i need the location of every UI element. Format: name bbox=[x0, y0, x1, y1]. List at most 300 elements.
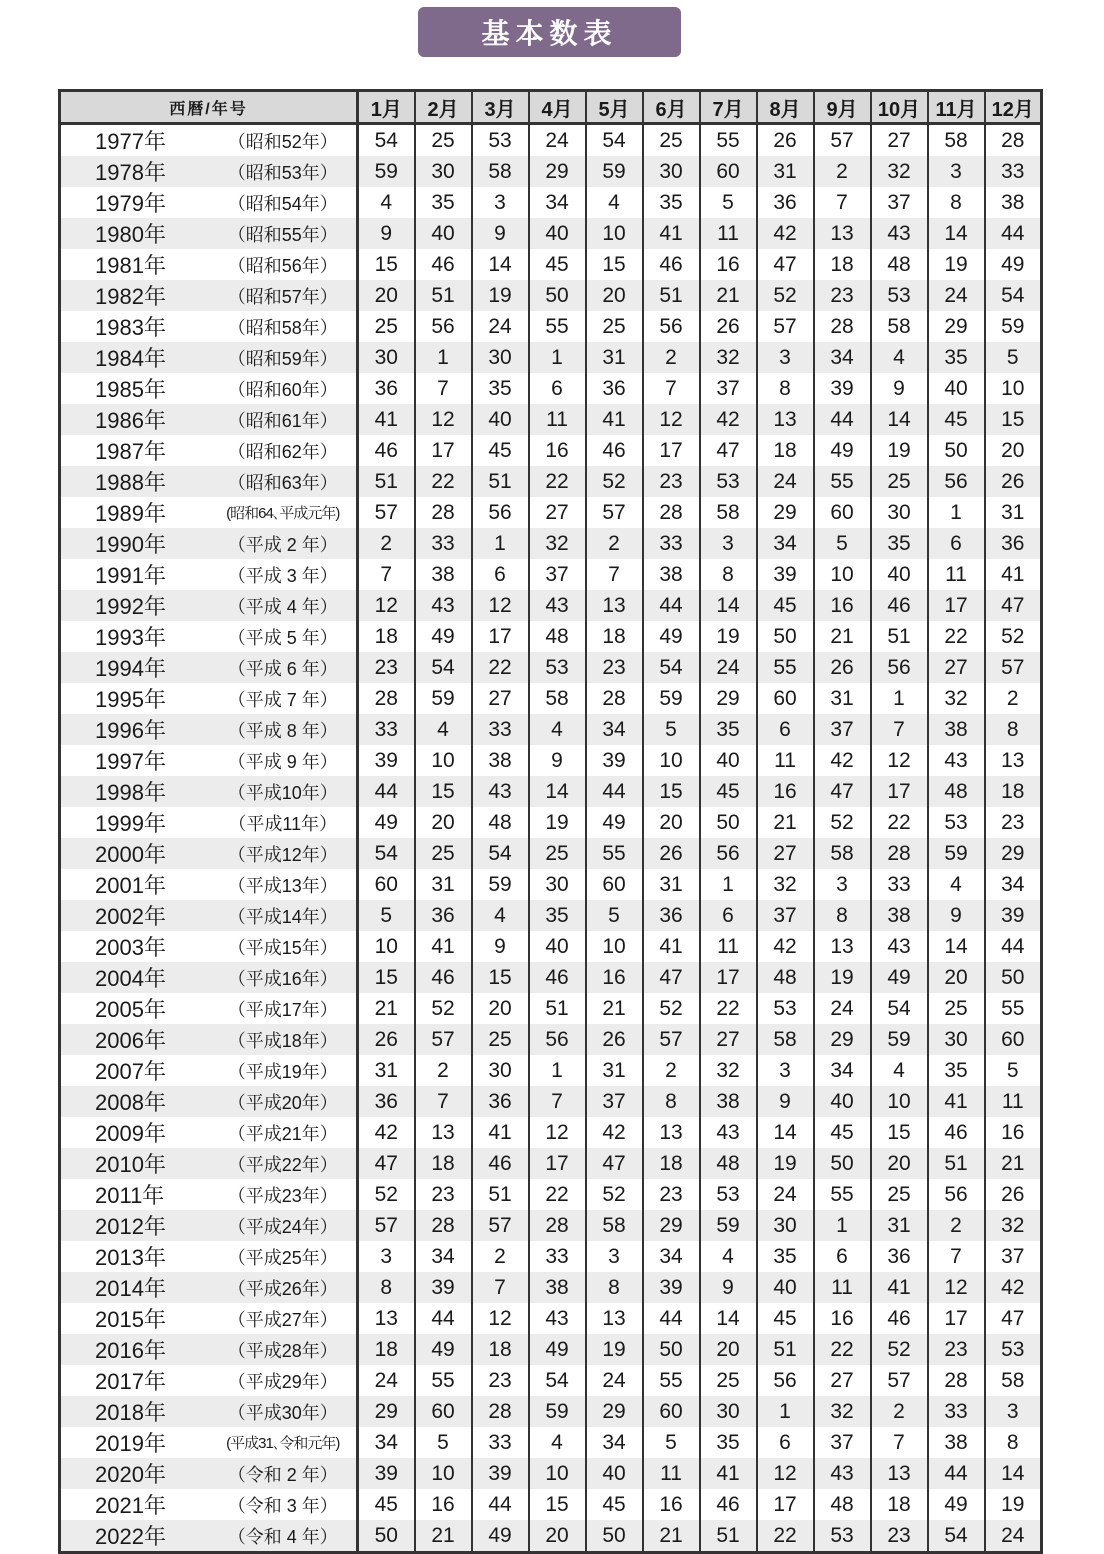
era-cell: （平成26年） bbox=[210, 1272, 358, 1303]
value-cell: 20 bbox=[985, 435, 1042, 466]
table-row bbox=[60, 1427, 1042, 1458]
value-cell: 51 bbox=[529, 993, 586, 1024]
value-cell: 31 bbox=[757, 156, 814, 187]
value-cell: 37 bbox=[757, 900, 814, 931]
value-cell: 16 bbox=[586, 962, 643, 993]
value-cell: 40 bbox=[871, 559, 928, 590]
value-cell: 44 bbox=[814, 404, 871, 435]
value-cell: 52 bbox=[814, 807, 871, 838]
value-cell: 55 bbox=[415, 1365, 472, 1396]
value-cell: 35 bbox=[643, 187, 700, 218]
table-row bbox=[60, 124, 1042, 157]
table-row bbox=[60, 931, 1042, 962]
month-header: 5月 bbox=[586, 91, 643, 124]
value-cell: 53 bbox=[814, 1520, 871, 1553]
value-cell: 39 bbox=[757, 559, 814, 590]
value-cell: 40 bbox=[529, 931, 586, 962]
value-cell: 33 bbox=[643, 528, 700, 559]
value-cell: 5 bbox=[985, 1055, 1042, 1086]
table-row bbox=[60, 342, 1042, 373]
era-cell: （平成 3 年） bbox=[210, 559, 358, 590]
year-cell: 1978年 bbox=[60, 156, 210, 187]
value-cell: 15 bbox=[529, 1489, 586, 1520]
value-cell: 44 bbox=[358, 776, 415, 807]
value-cell: 13 bbox=[871, 1458, 928, 1489]
table-row bbox=[60, 1272, 1042, 1303]
year-cell: 2013年 bbox=[60, 1241, 210, 1272]
value-cell: 10 bbox=[529, 1458, 586, 1489]
value-cell: 55 bbox=[985, 993, 1042, 1024]
value-cell: 41 bbox=[472, 1117, 529, 1148]
value-cell: 6 bbox=[472, 559, 529, 590]
value-cell: 52 bbox=[586, 1179, 643, 1210]
value-cell: 46 bbox=[871, 590, 928, 621]
table-row bbox=[60, 1024, 1042, 1055]
value-cell: 3 bbox=[700, 528, 757, 559]
value-cell: 16 bbox=[814, 590, 871, 621]
value-cell: 33 bbox=[985, 156, 1042, 187]
year-cell: 2015年 bbox=[60, 1303, 210, 1334]
value-cell: 54 bbox=[928, 1520, 985, 1553]
year-cell: 2018年 bbox=[60, 1396, 210, 1427]
value-cell: 49 bbox=[358, 807, 415, 838]
value-cell: 41 bbox=[700, 1458, 757, 1489]
value-cell: 51 bbox=[700, 1520, 757, 1553]
value-cell: 24 bbox=[472, 311, 529, 342]
table-row bbox=[60, 1117, 1042, 1148]
table-row bbox=[60, 156, 1042, 187]
value-cell: 51 bbox=[358, 466, 415, 497]
era-cell: （平成23年） bbox=[210, 1179, 358, 1210]
value-cell: 5 bbox=[643, 1427, 700, 1458]
value-cell: 16 bbox=[700, 249, 757, 280]
value-cell: 29 bbox=[928, 311, 985, 342]
value-cell: 46 bbox=[529, 962, 586, 993]
value-cell: 44 bbox=[985, 218, 1042, 249]
value-cell: 11 bbox=[700, 931, 757, 962]
value-cell: 21 bbox=[757, 807, 814, 838]
value-cell: 50 bbox=[928, 435, 985, 466]
year-cell: 1990年 bbox=[60, 528, 210, 559]
value-cell: 2 bbox=[472, 1241, 529, 1272]
value-cell: 44 bbox=[472, 1489, 529, 1520]
year-cell: 2014年 bbox=[60, 1272, 210, 1303]
value-cell: 31 bbox=[586, 342, 643, 373]
value-cell: 14 bbox=[985, 1458, 1042, 1489]
value-cell: 56 bbox=[700, 838, 757, 869]
era-cell: （昭和54年） bbox=[210, 187, 358, 218]
value-cell: 32 bbox=[757, 869, 814, 900]
value-cell: 45 bbox=[757, 1303, 814, 1334]
value-cell: 17 bbox=[928, 590, 985, 621]
value-cell: 41 bbox=[415, 931, 472, 962]
value-cell: 50 bbox=[529, 280, 586, 311]
value-cell: 4 bbox=[529, 714, 586, 745]
month-header: 9月 bbox=[814, 91, 871, 124]
value-cell: 58 bbox=[586, 1210, 643, 1241]
year-cell: 2017年 bbox=[60, 1365, 210, 1396]
year-cell: 2016年 bbox=[60, 1334, 210, 1365]
value-cell: 57 bbox=[586, 497, 643, 528]
era-cell: （昭和60年） bbox=[210, 373, 358, 404]
value-cell: 15 bbox=[586, 249, 643, 280]
value-cell: 39 bbox=[643, 1272, 700, 1303]
value-cell: 10 bbox=[586, 931, 643, 962]
value-cell: 45 bbox=[814, 1117, 871, 1148]
value-cell: 34 bbox=[814, 1055, 871, 1086]
value-cell: 39 bbox=[586, 745, 643, 776]
era-cell: （平成19年） bbox=[210, 1055, 358, 1086]
year-era-header: 西暦/年号 bbox=[60, 91, 358, 124]
value-cell: 30 bbox=[415, 156, 472, 187]
value-cell: 39 bbox=[358, 1458, 415, 1489]
value-cell: 54 bbox=[871, 993, 928, 1024]
value-cell: 21 bbox=[985, 1148, 1042, 1179]
value-cell: 28 bbox=[985, 124, 1042, 157]
value-cell: 49 bbox=[985, 249, 1042, 280]
value-cell: 41 bbox=[586, 404, 643, 435]
era-cell: （平成 8 年） bbox=[210, 714, 358, 745]
value-cell: 29 bbox=[700, 683, 757, 714]
value-cell: 26 bbox=[757, 124, 814, 157]
value-cell: 44 bbox=[643, 1303, 700, 1334]
value-cell: 38 bbox=[415, 559, 472, 590]
value-cell: 49 bbox=[415, 1334, 472, 1365]
value-cell: 7 bbox=[415, 373, 472, 404]
value-cell: 59 bbox=[985, 311, 1042, 342]
value-cell: 60 bbox=[757, 683, 814, 714]
table-row bbox=[60, 373, 1042, 404]
year-cell: 1979年 bbox=[60, 187, 210, 218]
table-row bbox=[60, 1365, 1042, 1396]
value-cell: 56 bbox=[643, 311, 700, 342]
year-cell: 1995年 bbox=[60, 683, 210, 714]
value-cell: 6 bbox=[700, 900, 757, 931]
value-cell: 60 bbox=[358, 869, 415, 900]
value-cell: 4 bbox=[700, 1241, 757, 1272]
value-cell: 46 bbox=[700, 1489, 757, 1520]
value-cell: 54 bbox=[358, 838, 415, 869]
value-cell: 13 bbox=[814, 218, 871, 249]
value-cell: 8 bbox=[985, 1427, 1042, 1458]
table-row bbox=[60, 404, 1042, 435]
era-cell: （昭和62年） bbox=[210, 435, 358, 466]
value-cell: 38 bbox=[928, 1427, 985, 1458]
value-cell: 23 bbox=[643, 466, 700, 497]
value-cell: 15 bbox=[415, 776, 472, 807]
value-cell: 9 bbox=[529, 745, 586, 776]
value-cell: 28 bbox=[358, 683, 415, 714]
value-cell: 29 bbox=[643, 1210, 700, 1241]
value-cell: 51 bbox=[415, 280, 472, 311]
value-cell: 23 bbox=[415, 1179, 472, 1210]
value-cell: 23 bbox=[586, 652, 643, 683]
value-cell: 50 bbox=[814, 1148, 871, 1179]
value-cell: 33 bbox=[928, 1396, 985, 1427]
table-row bbox=[60, 280, 1042, 311]
value-cell: 25 bbox=[700, 1365, 757, 1396]
year-cell: 1980年 bbox=[60, 218, 210, 249]
value-cell: 52 bbox=[643, 993, 700, 1024]
value-cell: 49 bbox=[529, 1334, 586, 1365]
value-cell: 41 bbox=[643, 218, 700, 249]
value-cell: 21 bbox=[814, 621, 871, 652]
value-cell: 54 bbox=[415, 652, 472, 683]
era-cell: （平成11年） bbox=[210, 807, 358, 838]
value-cell: 40 bbox=[814, 1086, 871, 1117]
value-cell: 9 bbox=[472, 218, 529, 249]
value-cell: 10 bbox=[814, 559, 871, 590]
value-cell: 33 bbox=[529, 1241, 586, 1272]
value-cell: 31 bbox=[814, 683, 871, 714]
era-cell: （平成 2 年） bbox=[210, 528, 358, 559]
table-row bbox=[60, 1489, 1042, 1520]
value-cell: 22 bbox=[928, 621, 985, 652]
era-cell: （昭和58年） bbox=[210, 311, 358, 342]
value-cell: 43 bbox=[871, 931, 928, 962]
value-cell: 6 bbox=[814, 1241, 871, 1272]
value-cell: 38 bbox=[472, 745, 529, 776]
era-cell: (昭和64､平成元年) bbox=[210, 497, 358, 528]
year-cell: 2005年 bbox=[60, 993, 210, 1024]
era-cell: （昭和63年） bbox=[210, 466, 358, 497]
table-row bbox=[60, 621, 1042, 652]
value-cell: 2 bbox=[814, 156, 871, 187]
value-cell: 40 bbox=[757, 1272, 814, 1303]
value-cell: 41 bbox=[928, 1086, 985, 1117]
value-cell: 10 bbox=[415, 745, 472, 776]
value-cell: 54 bbox=[529, 1365, 586, 1396]
value-cell: 48 bbox=[529, 621, 586, 652]
page-title: 基本数表 bbox=[418, 7, 681, 57]
era-cell: （平成10年） bbox=[210, 776, 358, 807]
value-cell: 9 bbox=[358, 218, 415, 249]
year-cell: 2001年 bbox=[60, 869, 210, 900]
value-cell: 46 bbox=[415, 962, 472, 993]
value-cell: 46 bbox=[871, 1303, 928, 1334]
era-cell: （平成17年） bbox=[210, 993, 358, 1024]
value-cell: 19 bbox=[529, 807, 586, 838]
value-cell: 24 bbox=[985, 1520, 1042, 1553]
value-cell: 58 bbox=[871, 311, 928, 342]
value-cell: 57 bbox=[985, 652, 1042, 683]
value-cell: 25 bbox=[415, 124, 472, 157]
value-cell: 56 bbox=[415, 311, 472, 342]
value-cell: 29 bbox=[358, 1396, 415, 1427]
year-cell: 1992年 bbox=[60, 590, 210, 621]
value-cell: 57 bbox=[415, 1024, 472, 1055]
value-cell: 49 bbox=[643, 621, 700, 652]
value-cell: 26 bbox=[814, 652, 871, 683]
value-cell: 8 bbox=[700, 559, 757, 590]
era-cell: （平成25年） bbox=[210, 1241, 358, 1272]
value-cell: 27 bbox=[529, 497, 586, 528]
value-cell: 28 bbox=[586, 683, 643, 714]
value-cell: 39 bbox=[814, 373, 871, 404]
value-cell: 13 bbox=[586, 590, 643, 621]
value-cell: 48 bbox=[814, 1489, 871, 1520]
value-cell: 47 bbox=[358, 1148, 415, 1179]
value-cell: 40 bbox=[928, 373, 985, 404]
year-cell: 2007年 bbox=[60, 1055, 210, 1086]
value-cell: 58 bbox=[700, 497, 757, 528]
value-cell: 20 bbox=[871, 1148, 928, 1179]
value-cell: 23 bbox=[358, 652, 415, 683]
year-cell: 1999年 bbox=[60, 807, 210, 838]
table-body bbox=[60, 124, 1042, 1553]
value-cell: 2 bbox=[643, 342, 700, 373]
value-cell: 59 bbox=[871, 1024, 928, 1055]
value-cell: 31 bbox=[871, 1210, 928, 1241]
value-cell: 28 bbox=[871, 838, 928, 869]
era-cell: （令和 4 年） bbox=[210, 1520, 358, 1553]
value-cell: 23 bbox=[814, 280, 871, 311]
year-cell: 1987年 bbox=[60, 435, 210, 466]
value-cell: 54 bbox=[586, 124, 643, 157]
value-cell: 16 bbox=[757, 776, 814, 807]
value-cell: 24 bbox=[700, 652, 757, 683]
value-cell: 28 bbox=[415, 497, 472, 528]
table-row bbox=[60, 187, 1042, 218]
year-cell: 2000年 bbox=[60, 838, 210, 869]
value-cell: 12 bbox=[871, 745, 928, 776]
value-cell: 11 bbox=[985, 1086, 1042, 1117]
value-cell: 58 bbox=[757, 1024, 814, 1055]
value-cell: 7 bbox=[358, 559, 415, 590]
value-cell: 12 bbox=[928, 1272, 985, 1303]
value-cell: 34 bbox=[757, 528, 814, 559]
value-cell: 45 bbox=[586, 1489, 643, 1520]
value-cell: 35 bbox=[700, 1427, 757, 1458]
value-cell: 31 bbox=[643, 869, 700, 900]
value-cell: 3 bbox=[472, 187, 529, 218]
value-cell: 10 bbox=[985, 373, 1042, 404]
value-cell: 13 bbox=[415, 1117, 472, 1148]
era-cell: （平成13年） bbox=[210, 869, 358, 900]
value-cell: 26 bbox=[358, 1024, 415, 1055]
value-cell: 14 bbox=[700, 1303, 757, 1334]
value-cell: 10 bbox=[586, 218, 643, 249]
value-cell: 28 bbox=[928, 1365, 985, 1396]
era-cell: （平成 6 年） bbox=[210, 652, 358, 683]
value-cell: 12 bbox=[358, 590, 415, 621]
value-cell: 22 bbox=[529, 1179, 586, 1210]
era-cell: （平成29年） bbox=[210, 1365, 358, 1396]
value-cell: 34 bbox=[586, 714, 643, 745]
value-cell: 29 bbox=[985, 838, 1042, 869]
value-cell: 38 bbox=[871, 900, 928, 931]
value-cell: 18 bbox=[415, 1148, 472, 1179]
value-cell: 34 bbox=[358, 1427, 415, 1458]
value-cell: 21 bbox=[415, 1520, 472, 1553]
value-cell: 56 bbox=[529, 1024, 586, 1055]
value-cell: 19 bbox=[757, 1148, 814, 1179]
year-cell: 2004年 bbox=[60, 962, 210, 993]
value-cell: 22 bbox=[529, 466, 586, 497]
year-cell: 2003年 bbox=[60, 931, 210, 962]
value-cell: 18 bbox=[358, 1334, 415, 1365]
era-cell: （昭和57年） bbox=[210, 280, 358, 311]
value-cell: 7 bbox=[871, 1427, 928, 1458]
value-cell: 46 bbox=[472, 1148, 529, 1179]
value-cell: 8 bbox=[928, 187, 985, 218]
value-cell: 4 bbox=[871, 1055, 928, 1086]
value-cell: 1 bbox=[928, 497, 985, 528]
value-cell: 59 bbox=[529, 1396, 586, 1427]
year-cell: 2019年 bbox=[60, 1427, 210, 1458]
table-row bbox=[60, 1086, 1042, 1117]
value-cell: 20 bbox=[472, 993, 529, 1024]
value-cell: 45 bbox=[757, 590, 814, 621]
value-cell: 55 bbox=[586, 838, 643, 869]
value-cell: 9 bbox=[700, 1272, 757, 1303]
value-cell: 50 bbox=[985, 962, 1042, 993]
value-cell: 5 bbox=[700, 187, 757, 218]
value-cell: 38 bbox=[700, 1086, 757, 1117]
value-cell: 54 bbox=[472, 838, 529, 869]
value-cell: 36 bbox=[871, 1241, 928, 1272]
value-cell: 43 bbox=[814, 1458, 871, 1489]
value-cell: 13 bbox=[985, 745, 1042, 776]
value-cell: 22 bbox=[871, 807, 928, 838]
value-cell: 2 bbox=[586, 528, 643, 559]
value-cell: 6 bbox=[928, 528, 985, 559]
value-cell: 40 bbox=[472, 404, 529, 435]
value-cell: 59 bbox=[586, 156, 643, 187]
table-row bbox=[60, 869, 1042, 900]
value-cell: 25 bbox=[871, 1179, 928, 1210]
value-cell: 28 bbox=[814, 311, 871, 342]
value-cell: 42 bbox=[757, 931, 814, 962]
value-cell: 11 bbox=[814, 1272, 871, 1303]
value-cell: 43 bbox=[472, 776, 529, 807]
table-row bbox=[60, 466, 1042, 497]
value-cell: 13 bbox=[586, 1303, 643, 1334]
value-cell: 22 bbox=[700, 993, 757, 1024]
value-cell: 44 bbox=[586, 776, 643, 807]
value-cell: 31 bbox=[415, 869, 472, 900]
value-cell: 57 bbox=[757, 311, 814, 342]
value-cell: 48 bbox=[700, 1148, 757, 1179]
value-cell: 48 bbox=[871, 249, 928, 280]
month-header: 11月 bbox=[928, 91, 985, 124]
table-row bbox=[60, 1179, 1042, 1210]
value-cell: 37 bbox=[529, 559, 586, 590]
value-cell: 19 bbox=[871, 435, 928, 466]
value-cell: 2 bbox=[871, 1396, 928, 1427]
value-cell: 22 bbox=[814, 1334, 871, 1365]
year-cell: 1998年 bbox=[60, 776, 210, 807]
value-cell: 26 bbox=[643, 838, 700, 869]
value-cell: 25 bbox=[643, 124, 700, 157]
value-cell: 30 bbox=[928, 1024, 985, 1055]
value-cell: 14 bbox=[871, 404, 928, 435]
table-row bbox=[60, 993, 1042, 1024]
value-cell: 8 bbox=[985, 714, 1042, 745]
value-cell: 55 bbox=[814, 1179, 871, 1210]
value-cell: 5 bbox=[985, 342, 1042, 373]
table-row bbox=[60, 838, 1042, 869]
value-cell: 19 bbox=[700, 621, 757, 652]
year-cell: 1982年 bbox=[60, 280, 210, 311]
value-cell: 37 bbox=[814, 1427, 871, 1458]
year-cell: 2021年 bbox=[60, 1489, 210, 1520]
value-cell: 51 bbox=[928, 1148, 985, 1179]
value-cell: 31 bbox=[358, 1055, 415, 1086]
era-cell: (平成31､令和元年) bbox=[210, 1427, 358, 1458]
value-cell: 8 bbox=[358, 1272, 415, 1303]
value-cell: 34 bbox=[586, 1427, 643, 1458]
